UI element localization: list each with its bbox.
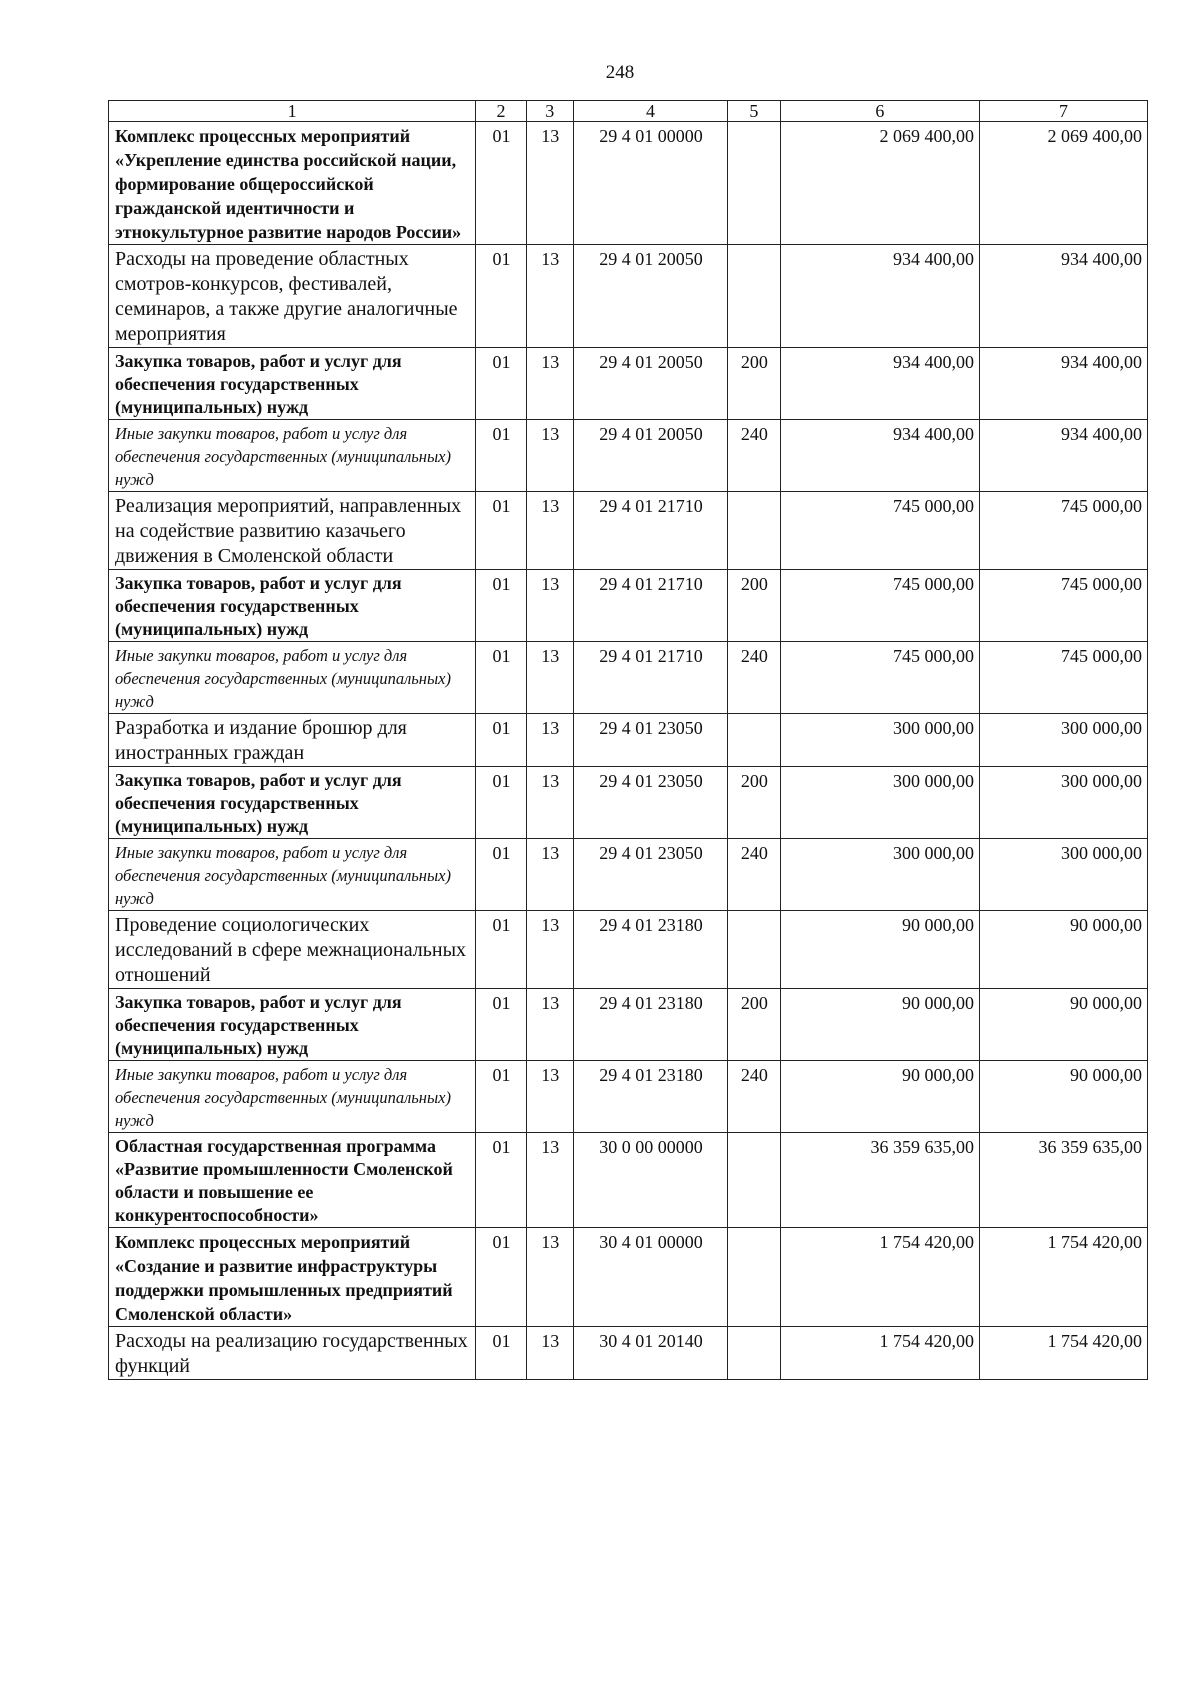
target-article-cell: 30 4 01 00000 [573, 1228, 727, 1327]
amount-cell: 90 000,00 [980, 1061, 1148, 1133]
amount-cell: 1 754 420,00 [980, 1228, 1148, 1327]
amount-cell: 934 400,00 [780, 245, 979, 348]
column-header: 5 [728, 101, 780, 122]
section-code-cell: 01 [476, 839, 526, 911]
column-header: 6 [780, 101, 979, 122]
subsection-code-cell: 13 [526, 839, 573, 911]
amount-cell: 300 000,00 [780, 839, 979, 911]
amount-cell: 745 000,00 [980, 570, 1148, 642]
amount-cell: 1 754 420,00 [980, 1327, 1148, 1380]
table-row [109, 1061, 1148, 1133]
section-code-cell: 01 [476, 1327, 526, 1380]
target-article-cell: 29 4 01 20050 [573, 420, 727, 492]
expense-type-cell: 240 [728, 1061, 780, 1133]
expense-type-cell [728, 122, 780, 245]
amount-cell: 745 000,00 [780, 492, 979, 570]
row-name-cell: Закупка товаров, работ и услуг для обеспечения государственных (муниципальных) нужд [109, 767, 476, 839]
section-code-cell: 01 [476, 570, 526, 642]
subsection-code-cell: 13 [526, 989, 573, 1061]
subsection-code-cell: 13 [526, 348, 573, 420]
amount-cell: 90 000,00 [980, 989, 1148, 1061]
table-row [109, 1327, 1148, 1380]
amount-cell: 745 000,00 [780, 570, 979, 642]
row-name-cell: Иные закупки товаров, работ и услуг для обеспечения государственных (муниципальных) нужд [109, 420, 476, 492]
amount-cell: 934 400,00 [780, 420, 979, 492]
subsection-code-cell: 13 [526, 642, 573, 714]
table-row [109, 989, 1148, 1061]
row-name-cell: Закупка товаров, работ и услуг для обеспечения государственных (муниципальных) нужд [109, 570, 476, 642]
amount-cell: 745 000,00 [980, 642, 1148, 714]
subsection-code-cell: 13 [526, 1228, 573, 1327]
table-row [109, 911, 1148, 989]
table-row [109, 714, 1148, 767]
row-name-cell: Комплекс процессных мероприятий «Укрепление единства российской нации, формирование общероссийской гражданской идентичности и этнокультурное развитие народов России» [109, 122, 476, 245]
target-article-cell: 29 4 01 21710 [573, 570, 727, 642]
target-article-cell: 30 0 00 00000 [573, 1133, 727, 1228]
row-name-cell: Иные закупки товаров, работ и услуг для обеспечения государственных (муниципальных) нужд [109, 839, 476, 911]
section-code-cell: 01 [476, 1228, 526, 1327]
table-row [109, 348, 1148, 420]
page-number: 248 [605, 62, 635, 83]
amount-cell: 300 000,00 [780, 767, 979, 839]
section-code-cell: 01 [476, 122, 526, 245]
expense-type-cell [728, 1228, 780, 1327]
amount-cell: 300 000,00 [980, 714, 1148, 767]
section-code-cell: 01 [476, 348, 526, 420]
subsection-code-cell: 13 [526, 245, 573, 348]
target-article-cell: 29 4 01 20050 [573, 348, 727, 420]
table-row [109, 570, 1148, 642]
target-article-cell: 29 4 01 23050 [573, 767, 727, 839]
target-article-cell: 30 4 01 20140 [573, 1327, 727, 1380]
amount-cell: 745 000,00 [780, 642, 979, 714]
row-name-cell: Иные закупки товаров, работ и услуг для обеспечения государственных (муниципальных) нужд [109, 642, 476, 714]
subsection-code-cell: 13 [526, 911, 573, 989]
amount-cell: 300 000,00 [780, 714, 979, 767]
subsection-code-cell: 13 [526, 714, 573, 767]
budget-table [108, 100, 1148, 1380]
amount-cell: 90 000,00 [980, 911, 1148, 989]
section-code-cell: 01 [476, 1133, 526, 1228]
expense-type-cell [728, 1133, 780, 1228]
amount-cell: 2 069 400,00 [980, 122, 1148, 245]
amount-cell: 36 359 635,00 [780, 1133, 979, 1228]
amount-cell: 36 359 635,00 [980, 1133, 1148, 1228]
table-row [109, 420, 1148, 492]
subsection-code-cell: 13 [526, 492, 573, 570]
column-header: 4 [573, 101, 727, 122]
target-article-cell: 29 4 01 00000 [573, 122, 727, 245]
row-name-cell: Разработка и издание брошюр для иностранных граждан [109, 714, 476, 767]
table-row [109, 642, 1148, 714]
expense-type-cell [728, 492, 780, 570]
row-name-cell: Иные закупки товаров, работ и услуг для обеспечения государственных (муниципальных) нужд [109, 1061, 476, 1133]
table-row [109, 245, 1148, 348]
amount-cell: 1 754 420,00 [780, 1228, 979, 1327]
amount-cell: 90 000,00 [780, 911, 979, 989]
amount-cell: 934 400,00 [980, 348, 1148, 420]
expense-type-cell: 200 [728, 767, 780, 839]
section-code-cell: 01 [476, 911, 526, 989]
subsection-code-cell: 13 [526, 1061, 573, 1133]
subsection-code-cell: 13 [526, 1327, 573, 1380]
expense-type-cell: 240 [728, 420, 780, 492]
column-header: 3 [526, 101, 573, 122]
target-article-cell: 29 4 01 21710 [573, 642, 727, 714]
amount-cell: 90 000,00 [780, 989, 979, 1061]
table-row [109, 122, 1148, 245]
target-article-cell: 29 4 01 23180 [573, 911, 727, 989]
target-article-cell: 29 4 01 23180 [573, 989, 727, 1061]
section-code-cell: 01 [476, 767, 526, 839]
column-header: 7 [980, 101, 1148, 122]
expense-type-cell [728, 1327, 780, 1380]
amount-cell: 300 000,00 [980, 839, 1148, 911]
amount-cell: 90 000,00 [780, 1061, 979, 1133]
subsection-code-cell: 13 [526, 122, 573, 245]
section-code-cell: 01 [476, 714, 526, 767]
amount-cell: 934 400,00 [980, 245, 1148, 348]
row-name-cell: Расходы на реализацию государственных функций [109, 1327, 476, 1380]
section-code-cell: 01 [476, 492, 526, 570]
expense-type-cell [728, 245, 780, 348]
expense-type-cell: 240 [728, 839, 780, 911]
table-row [109, 839, 1148, 911]
target-article-cell: 29 4 01 23050 [573, 714, 727, 767]
target-article-cell: 29 4 01 23180 [573, 1061, 727, 1133]
table-row [109, 767, 1148, 839]
subsection-code-cell: 13 [526, 570, 573, 642]
row-name-cell: Проведение социологических исследований в сфере межнациональных отношений [109, 911, 476, 989]
section-code-cell: 01 [476, 420, 526, 492]
expense-type-cell: 240 [728, 642, 780, 714]
table-row [109, 1133, 1148, 1228]
row-name-cell: Расходы на проведение областных смотров-конкурсов, фестивалей, семинаров, а также другие аналогичные мероприятия [109, 245, 476, 348]
section-code-cell: 01 [476, 642, 526, 714]
section-code-cell: 01 [476, 989, 526, 1061]
row-name-cell: Закупка товаров, работ и услуг для обеспечения государственных (муниципальных) нужд [109, 989, 476, 1061]
subsection-code-cell: 13 [526, 767, 573, 839]
column-header: 1 [109, 101, 476, 122]
amount-cell: 745 000,00 [980, 492, 1148, 570]
subsection-code-cell: 13 [526, 1133, 573, 1228]
amount-cell: 300 000,00 [980, 767, 1148, 839]
expense-type-cell [728, 911, 780, 989]
subsection-code-cell: 13 [526, 420, 573, 492]
amount-cell: 2 069 400,00 [780, 122, 979, 245]
table-row [109, 1228, 1148, 1327]
column-number-row [109, 101, 1148, 122]
row-name-cell: Областная государственная программа «Развитие промышленности Смоленской области и повышение ее конкурентоспособности» [109, 1133, 476, 1228]
row-name-cell: Закупка товаров, работ и услуг для обеспечения государственных (муниципальных) нужд [109, 348, 476, 420]
expense-type-cell: 200 [728, 348, 780, 420]
column-header: 2 [476, 101, 526, 122]
expense-type-cell: 200 [728, 989, 780, 1061]
amount-cell: 1 754 420,00 [780, 1327, 979, 1380]
table-row [109, 492, 1148, 570]
row-name-cell: Реализация мероприятий, направленных на содействие развитию казачьего движения в Смоленской области [109, 492, 476, 570]
target-article-cell: 29 4 01 21710 [573, 492, 727, 570]
target-article-cell: 29 4 01 23050 [573, 839, 727, 911]
section-code-cell: 01 [476, 245, 526, 348]
amount-cell: 934 400,00 [980, 420, 1148, 492]
section-code-cell: 01 [476, 1061, 526, 1133]
row-name-cell: Комплекс процессных мероприятий «Создание и развитие инфраструктуры поддержки промышленных предприятий Смоленской области» [109, 1228, 476, 1327]
target-article-cell: 29 4 01 20050 [573, 245, 727, 348]
expense-type-cell [728, 714, 780, 767]
expense-type-cell: 200 [728, 570, 780, 642]
amount-cell: 934 400,00 [780, 348, 979, 420]
